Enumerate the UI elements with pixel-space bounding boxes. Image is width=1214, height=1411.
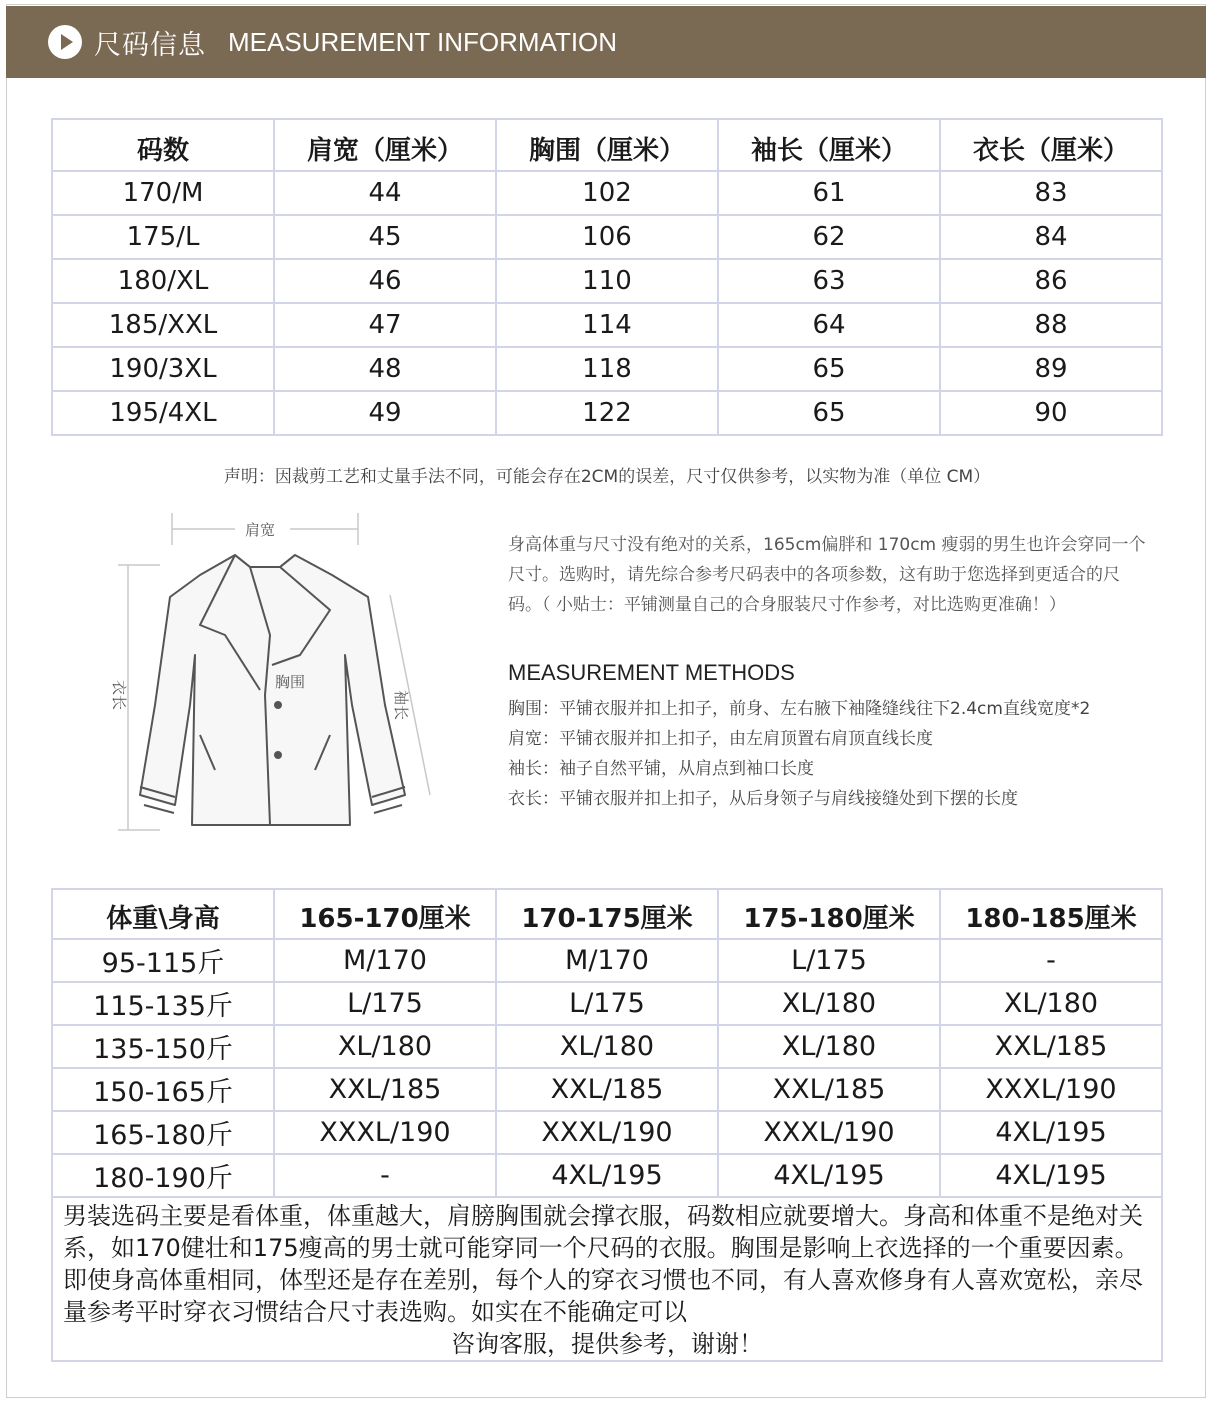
table-cell: XL/180: [274, 1025, 496, 1068]
sleeve-label: 袖长: [392, 690, 410, 721]
table-cell: 115-135斤: [52, 982, 274, 1025]
shoulder-label: 肩宽: [245, 521, 276, 539]
table-cell: 86: [940, 259, 1162, 303]
table-cell: XXXL/190: [496, 1111, 718, 1154]
table-cell: XL/180: [718, 982, 940, 1025]
table-cell: 84: [940, 215, 1162, 259]
table-cell: XXL/185: [274, 1068, 496, 1111]
table-cell: 46: [274, 259, 496, 303]
table-cell: 89: [940, 347, 1162, 391]
fit-note: [52, 1197, 1162, 1361]
header-cell: 胸围（厘米）: [496, 119, 718, 171]
fit-note-text: 男装选码主要是看体重，体重越大，肩膀胸围就会撑衣服，码数相应就要增大。身高和体重不是绝对关系，如170健壮和175瘦高的男士就可能穿同一个尺码的衣服。胸围是影响上衣选择的一个重要因素。即使身高体重相同，体型还是存在差别，每个人的穿衣习惯也不同，有人喜欢修身有人喜欢宽松，亲尽量参考平时穿衣习惯结合尺寸表选购。如实在不能确定可以: [63, 1202, 1143, 1326]
table-cell: L/175: [718, 939, 940, 982]
header-cell: 肩宽（厘米）: [274, 119, 496, 171]
table-cell: 45: [274, 215, 496, 259]
header-cell: 165-170厘米: [274, 889, 496, 939]
table-cell: 90: [940, 391, 1162, 435]
table-row: [52, 1111, 1162, 1154]
table-cell: 61: [718, 171, 940, 215]
header-cell: 170-175厘米: [496, 889, 718, 939]
table-row: [52, 391, 1162, 435]
table-row: [52, 982, 1162, 1025]
table-cell: XXL/185: [940, 1025, 1162, 1068]
table-row: [52, 171, 1162, 215]
table-cell: XXXL/190: [940, 1068, 1162, 1111]
header-cell: 袖长（厘米）: [718, 119, 940, 171]
jacket-diagram: [100, 505, 450, 845]
table-cell: XXXL/190: [718, 1111, 940, 1154]
table-cell: 95-115斤: [52, 939, 274, 982]
header-cell: 衣长（厘米）: [940, 119, 1162, 171]
disclaimer-text: 声明：因裁剪工艺和丈量手法不同，可能会存在2CM的误差，尺寸仅供参考，以实物为准（单位 CM）: [223, 467, 991, 487]
table-cell: 102: [496, 171, 718, 215]
table-cell: 195/4XL: [52, 391, 274, 435]
table-cell: L/175: [274, 982, 496, 1025]
table-cell: XXL/185: [718, 1068, 940, 1111]
table-cell: L/175: [496, 982, 718, 1025]
method-shoulder: 肩宽：平铺衣服并扣上扣子，由左肩顶置右肩顶直线长度: [508, 729, 933, 749]
table-cell: 180/XL: [52, 259, 274, 303]
size-table-header: [52, 119, 1162, 171]
note-row: [52, 1197, 1162, 1361]
table-cell: -: [274, 1154, 496, 1197]
header-title-en: MEASUREMENT INFORMATION: [228, 26, 618, 57]
header-cell: 180-185厘米: [940, 889, 1162, 939]
table-cell: 65: [718, 347, 940, 391]
table-cell: M/170: [274, 939, 496, 982]
table-row: [52, 259, 1162, 303]
header-cell: 体重\身高: [52, 889, 274, 939]
table-cell: 83: [940, 171, 1162, 215]
table-row: [52, 1154, 1162, 1197]
table-cell: 150-165斤: [52, 1068, 274, 1111]
table-cell: 165-180斤: [52, 1111, 274, 1154]
table-cell: 63: [718, 259, 940, 303]
table-cell: -: [940, 939, 1162, 982]
table-row: [52, 347, 1162, 391]
table-cell: XL/180: [718, 1025, 940, 1068]
play-icon: [48, 25, 82, 59]
table-cell: 47: [274, 303, 496, 347]
table-cell: 49: [274, 391, 496, 435]
table-cell: 118: [496, 347, 718, 391]
table-cell: 48: [274, 347, 496, 391]
table-cell: 4XL/195: [940, 1111, 1162, 1154]
table-cell: 190/3XL: [52, 347, 274, 391]
header-title-cn: 尺码信息: [94, 29, 206, 61]
table-cell: 62: [718, 215, 940, 259]
table-cell: M/170: [496, 939, 718, 982]
table-cell: 175/L: [52, 215, 274, 259]
table-row: [52, 215, 1162, 259]
intro-text: 身高体重与尺寸没有绝对的关系，165cm偏胖和 170cm 瘦弱的男生也许会穿同一个尺寸。选购时，请先综合参考尺码表中的各项参数，这有助于您选择到更适合的尺码。（ 小贴士：平铺测量自己的合身服装尺寸作参考，对比选购更准确！）: [508, 535, 1146, 615]
table-cell: 106: [496, 215, 718, 259]
measurement-methods: [508, 530, 1148, 814]
table-cell: 88: [940, 303, 1162, 347]
table-row: [52, 1068, 1162, 1111]
method-length: 衣长：平铺衣服并扣上扣子，从后身领子与肩线接缝处到下摆的长度: [508, 789, 1018, 809]
table-cell: 180-190斤: [52, 1154, 274, 1197]
table-cell: XXL/185: [496, 1068, 718, 1111]
chest-label: 胸围: [275, 673, 306, 691]
fit-table: [51, 888, 1163, 1362]
method-chest: 胸围：平铺衣服并扣上扣子，前身、左右腋下袖隆缝线往下2.4cm直线宽度*2: [508, 699, 1091, 719]
table-cell: 44: [274, 171, 496, 215]
table-row: [52, 1025, 1162, 1068]
table-cell: XL/180: [940, 982, 1162, 1025]
table-cell: XL/180: [496, 1025, 718, 1068]
header-cell: 175-180厘米: [718, 889, 940, 939]
size-table: [51, 118, 1163, 436]
header-cell: 码数: [52, 119, 274, 171]
table-cell: XXXL/190: [274, 1111, 496, 1154]
table-cell: 64: [718, 303, 940, 347]
fit-note-last: 咨询客服，提供参考，谢谢！: [451, 1330, 763, 1358]
table-cell: 110: [496, 259, 718, 303]
table-cell: 185/XXL: [52, 303, 274, 347]
table-cell: 4XL/195: [940, 1154, 1162, 1197]
fit-table-header: [52, 889, 1162, 939]
table-cell: 4XL/195: [496, 1154, 718, 1197]
table-row: [52, 303, 1162, 347]
method-sleeve: 袖长：袖子自然平铺，从肩点到袖口长度: [508, 759, 814, 779]
table-cell: 114: [496, 303, 718, 347]
methods-title: MEASUREMENT METHODS: [508, 660, 795, 685]
table-cell: 122: [496, 391, 718, 435]
table-row: [52, 939, 1162, 982]
table-cell: 170/M: [52, 171, 274, 215]
section-header: [6, 6, 1206, 78]
table-cell: 135-150斤: [52, 1025, 274, 1068]
length-label: 衣长: [110, 680, 128, 711]
table-cell: 65: [718, 391, 940, 435]
table-cell: 4XL/195: [718, 1154, 940, 1197]
